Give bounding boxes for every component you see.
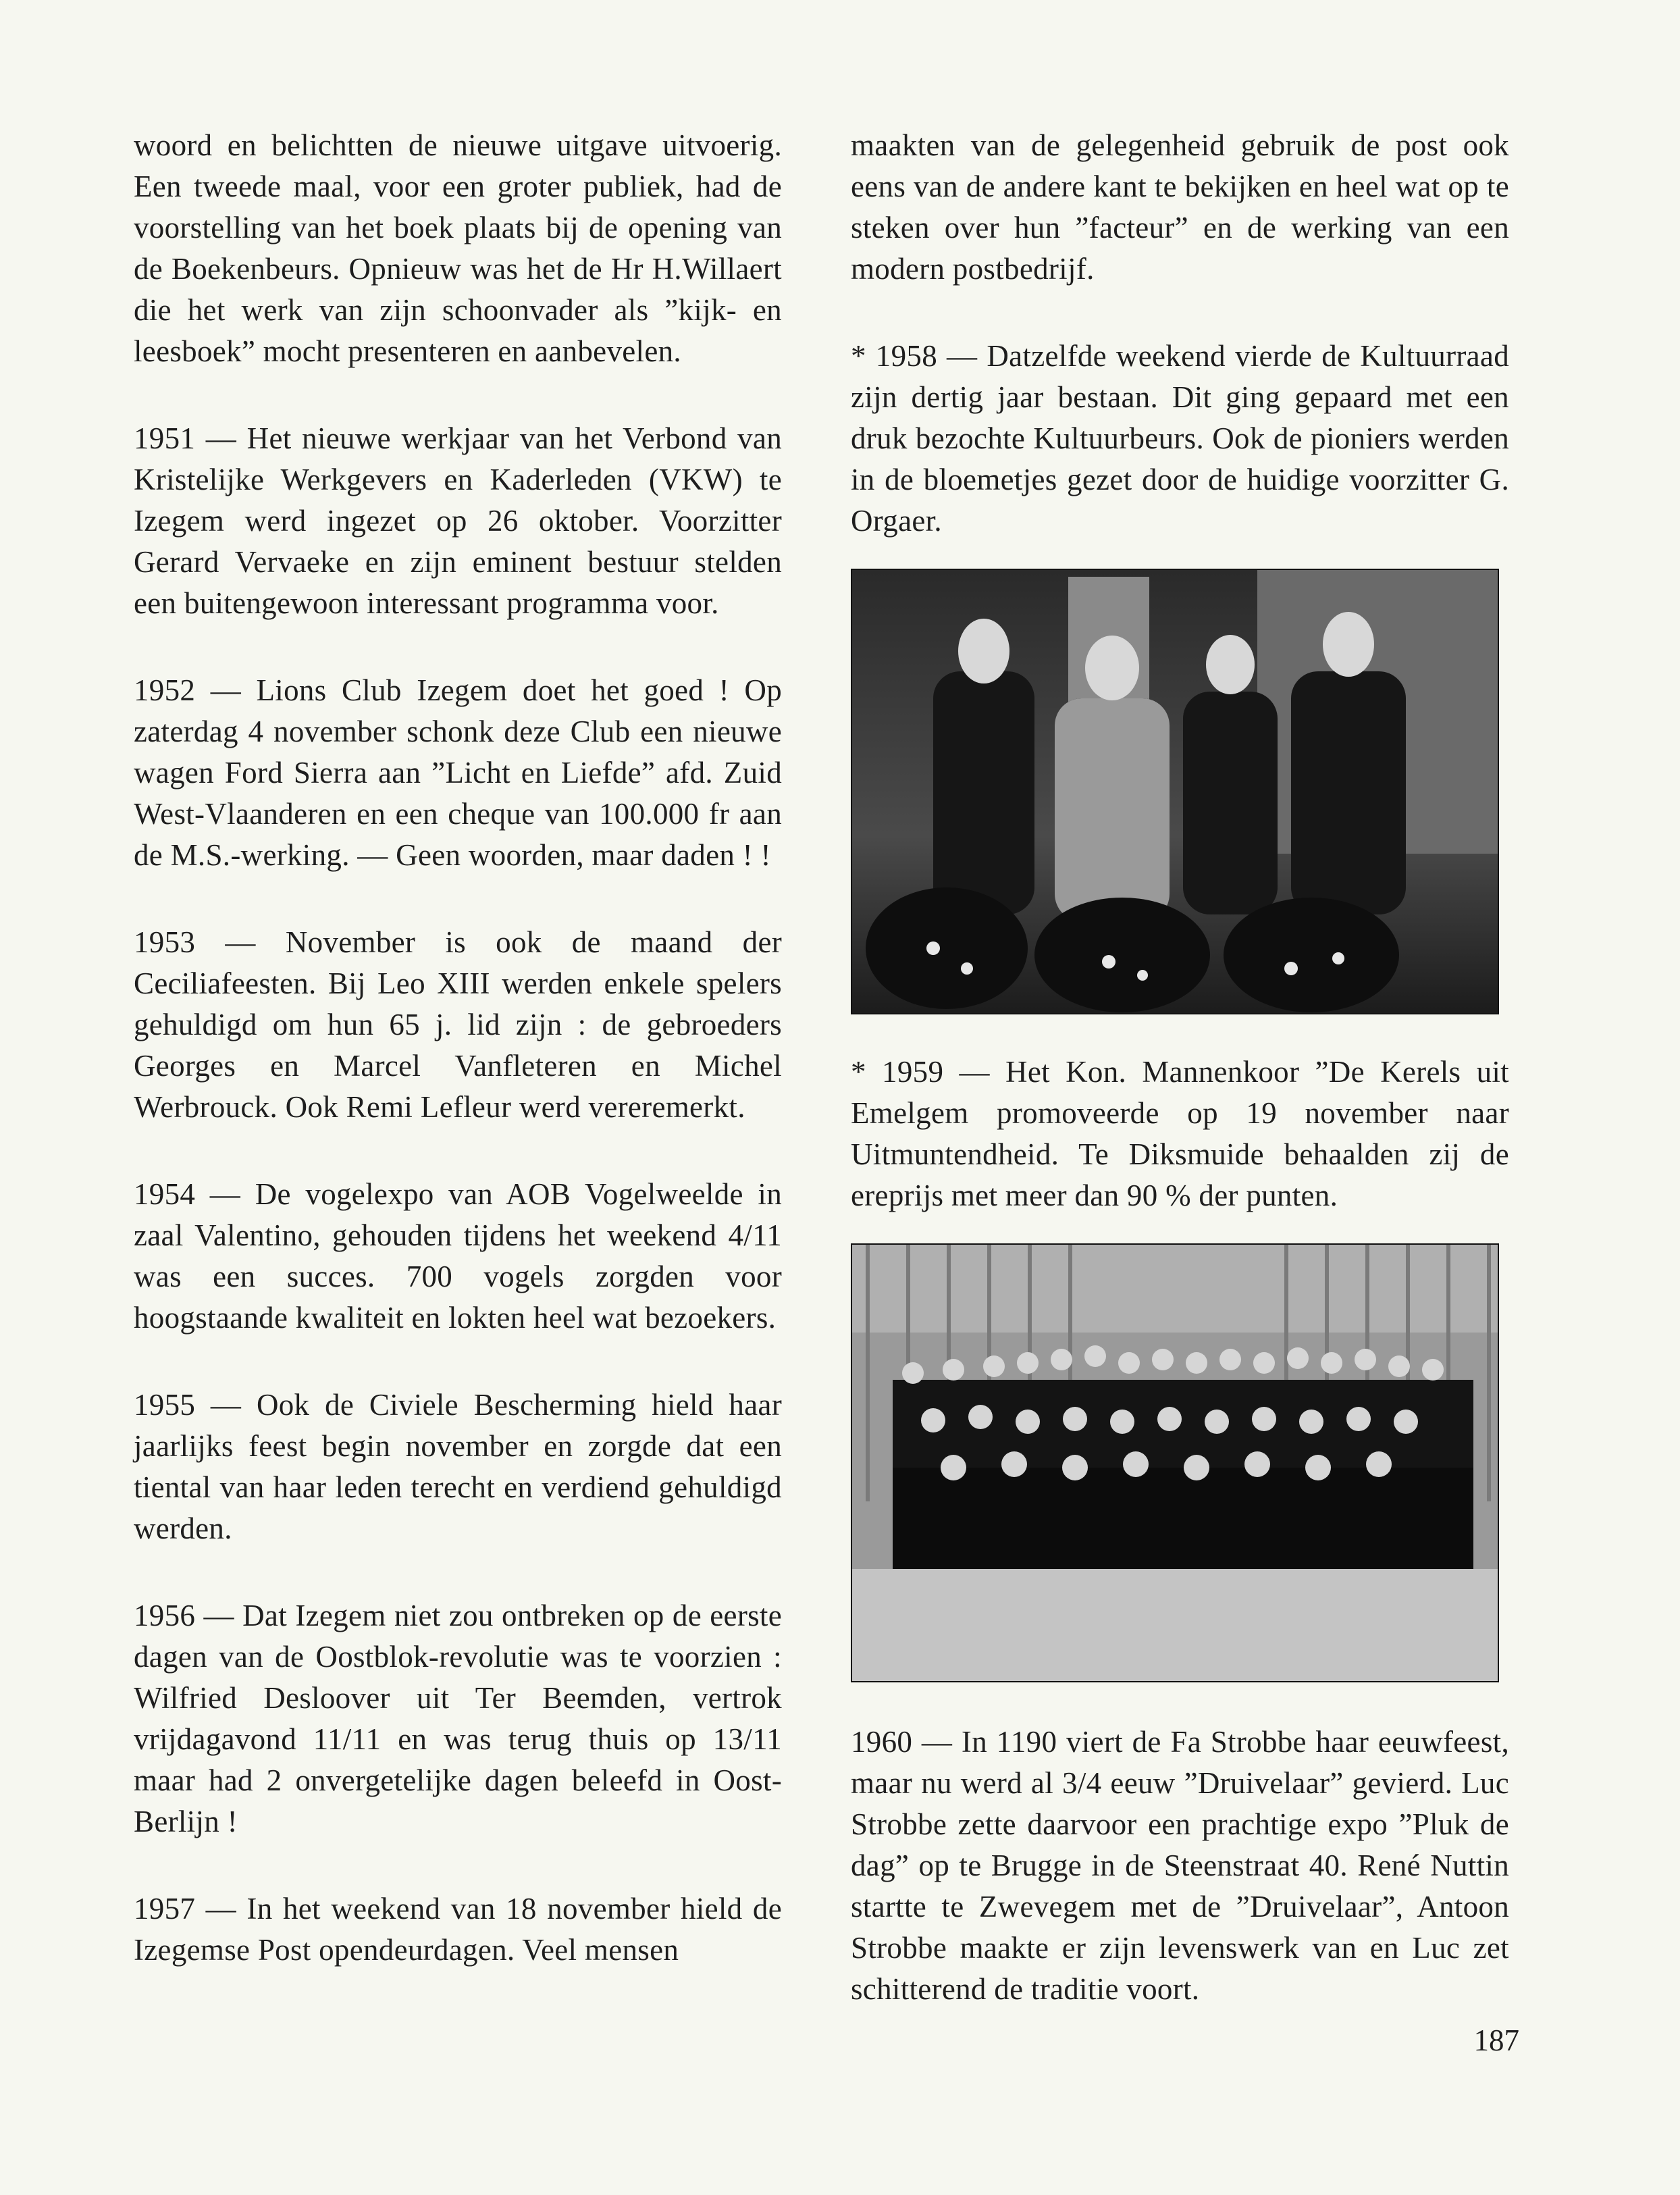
- paragraph-1954: 1954 — De vogelexpo van AOB Vogelweelde in zaal Valentino, gehouden tijdens het weekend 4/11 was een succes. 700 vogels zorgden voor hoogstaande kwaliteit en lokten heel wat bezoekers.: [134, 1177, 782, 1335]
- photo-kultuurraad-pioneers: [851, 569, 1499, 1014]
- page-number: 187: [1473, 2023, 1519, 2057]
- paragraph-1951: 1951 — Het nieuwe werkjaar van het Verbond van Kristelijke Werkgevers en Kaderleden (VKW) te Izegem werd ingezet op 26 oktober. Voorzitter Gerard Vervaeke en zijn eminent bestuur stelden een buitengewoon interessant programma voor.: [134, 421, 782, 620]
- left-column: [134, 125, 782, 2017]
- paragraph-1959: * 1959 — Het Kon. Mannenkoor ”De Kerels uit Emelgem promoveerde op 19 november naar Uitmuntendheid. Te Diksmuide behaalden zij de ereprijs met meer dan 90 % der punten.: [851, 1055, 1509, 1212]
- paragraph-1957: 1957 — In het weekend van 18 november hield de Izegemse Post opendeurdagen. Veel mensen: [134, 1892, 782, 1967]
- photo-mannenkoor-group: [851, 1243, 1499, 1682]
- paragraph-1952: 1952 — Lions Club Izegem doet het goed ! Op zaterdag 4 november schonk deze Club een nieuwe wagen Ford Sierra aan ”Licht en Liefde” afd. Zuid West-Vlaanderen en een cheque van 100.000 fr aan de M.S.-werking. — Geen woorden, maar daden ! !: [134, 673, 782, 872]
- paragraph-1953: 1953 — November is ook de maand der Ceciliafeesten. Bij Leo XIII werden enkele spelers gehuldigd om hun 65 j. lid zijn : de gebroeders Georges en Marcel Vanfleteren en Michel Werbrouck. Ook Remi Lefleur werd vereremerkt.: [134, 925, 782, 1124]
- paragraph-1955: 1955 — Ook de Civiele Bescherming hield haar jaarlijks feest begin november en zorgde dat een tiental van haar leden terecht en verdiend gehuldigd werden.: [134, 1388, 782, 1545]
- right-column: [851, 125, 1509, 2056]
- paragraph-intro: woord en belichtten de nieuwe uitgave uitvoerig. Een tweede maal, voor een groter publiek, had de voorstelling van het boek plaats bij de opening van de Boekenbeurs. Opnieuw was het de Hr H.Willaert die het werk van zijn schoonvader als ”kijk- en leesboek” mocht presenteren en aanbevelen.: [134, 128, 782, 368]
- paragraph-1957-continued: maakten van de gelegenheid gebruik de post ook eens van de andere kant te bekijken en heel wat op te steken over hun ”facteur” en de werking van een modern postbedrijf.: [851, 128, 1509, 286]
- paragraph-1956: 1956 — Dat Izegem niet zou ontbreken op de eerste dagen van de Oostblok-revolutie was te voorzien : Wilfried Desloover uit Ter Beemden, vertrok vrijdagavond 11/11 en was terug thuis op 13/11 maar had 2 onvergetelijke dagen beleefd in Oost-Berlijn !: [134, 1599, 782, 1838]
- paragraph-1960: 1960 — In 1190 viert de Fa Strobbe haar eeuwfeest, maar nu werd al 3/4 eeuw ”Druivelaar” gevierd. Luc Strobbe zette daarvoor een prachtige expo ”Pluk de dag” op te Brugge in de Steenstraat 40. René Nuttin startte te Zwevegem met de ”Druivelaar”, Antoon Strobbe maakte er zijn levenswerk van en Luc zet schitterend de traditie voort.: [851, 1725, 1509, 2006]
- paragraph-1958: * 1958 — Datzelfde weekend vierde de Kultuurraad zijn dertig jaar bestaan. Dit ging gepaard met een druk bezochte Kultuurbeurs. Ook de pioniers werden in de bloemetjes gezet door de huidige voorzitter G. Orgaer.: [851, 339, 1509, 538]
